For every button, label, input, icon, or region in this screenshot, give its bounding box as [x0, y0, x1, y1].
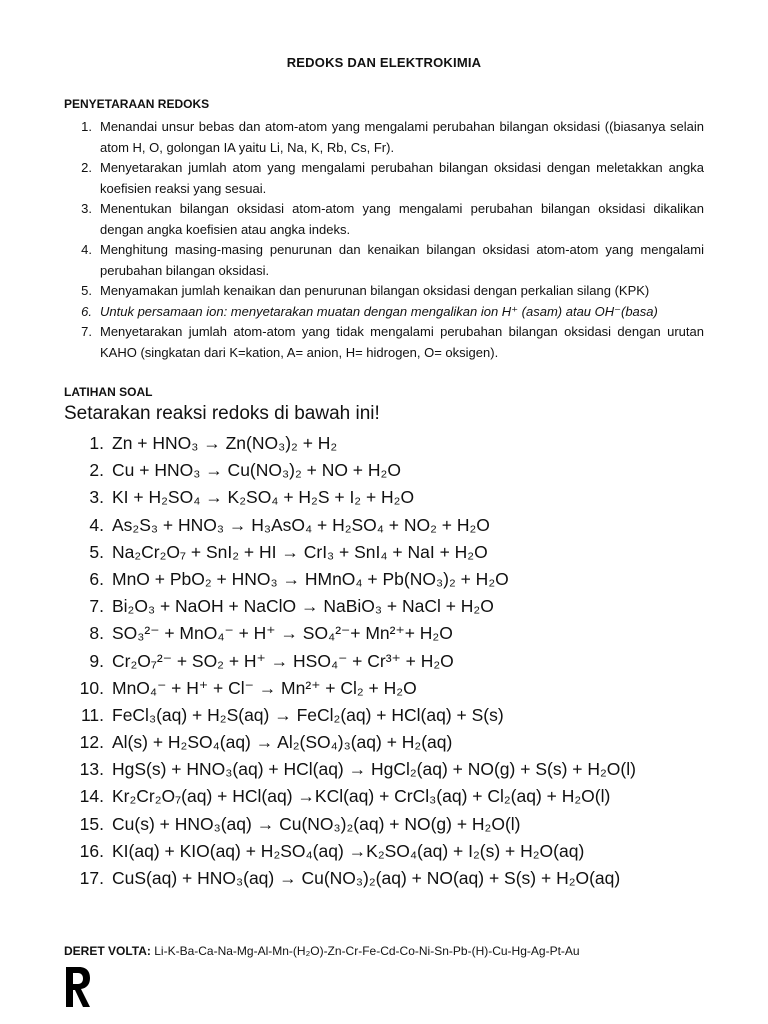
equation: KI(aq) + KIO(aq) + H₂SO₄(aq) →K₂SO₄(aq) + I₂(s) + H₂O(aq) [112, 840, 585, 861]
problem-item: 12. Al(s) + H₂SO₄(aq) → Al₂(SO₄)₃(aq) + H₂(aq) [64, 729, 724, 756]
equation: SO₃²⁻ + MnO₄⁻ + H⁺ → SO₄²⁻+ Mn²⁺+ H₂O [112, 623, 453, 644]
problem-item: 9. Cr₂O₇²⁻ + SO₂ + H⁺ → HSO₄⁻ + Cr³⁺ + H₂O [64, 648, 724, 675]
practice-problems-list [64, 430, 724, 892]
equation: Na₂Cr₂O₇ + SnI₂ + HI → CrI₃ + SnI₄ + NaI + H₂O [112, 541, 488, 562]
problem-item: 5. Na₂Cr₂O₇ + SnI₂ + HI → CrI₃ + SnI₄ + NaI + H₂O [64, 539, 724, 566]
section-title-redox-balancing: PENYETARAAN REDOKS [64, 97, 210, 111]
equation: Cu(s) + HNO₃(aq) → Cu(NO₃)₂(aq) + NO(g) + H₂O(l) [112, 813, 521, 834]
equation: HgS(s) + HNO₃(aq) + HCl(aq) → HgCl₂(aq) + NO(g) + S(s) + H₂O(l) [112, 759, 636, 780]
equation: KI + H₂SO₄ → K₂SO₄ + H₂S + I₂ + H₂O [112, 487, 415, 508]
list-item: 4. Menghitung masing-masing penurunan dan kenaikan bilangan oksidasi atom-atom yang mengalami perubahan bilangan oksidasi. [81, 242, 704, 278]
problem-item: 6. MnO + PbO₂ + HNO₃ → HMnO₄ + Pb(NO₃)₂ + H₂O [64, 566, 724, 593]
problem-item: 10. MnO₄⁻ + H⁺ + Cl⁻ → Mn²⁺ + Cl₂ + H₂O [64, 675, 724, 702]
list-item: 5. Menyamakan jumlah kenaikan dan penurunan bilangan oksidasi dengan perkalian silang (KPK) [81, 283, 650, 298]
problem-item: 13. HgS(s) + HNO₃(aq) + HCl(aq) → HgCl₂(aq) + NO(g) + S(s) + H₂O(l) [64, 756, 724, 783]
instruction-text: Setarakan reaksi redoks di bawah ini! [64, 403, 380, 424]
list-item: 7. Menyetarakan jumlah atom-atom yang tidak mengalami perubahan bilangan oksidasi dengan urutan KAHO (singkatan dari K=kation, A= anion, H= hidrogen, O= oksigen). [81, 324, 704, 360]
volta-label: DERET VOLTA: [64, 944, 151, 958]
problem-item: 2. Cu + HNO₃ → Cu(NO₃)₂ + NO + H₂O [64, 457, 724, 484]
problem-item: 7. Bi₂O₃ + NaOH + NaClO → NaBiO₃ + NaCl + H₂O [64, 593, 724, 620]
problem-item: 11. FeCl₃(aq) + H₂S(aq) → FeCl₂(aq) + HCl(aq) + S(s) [64, 702, 724, 729]
list-item: 3. Menentukan bilangan oksidasi atom-atom yang mengalami perubahan bilangan oksidasi dikalikan dengan angka koefisien atau angka indeks. [81, 201, 704, 237]
equation: Kr₂Cr₂O₇(aq) + HCl(aq) →KCl(aq) + CrCl₃(aq) + Cl₂(aq) + H₂O(l) [112, 786, 611, 807]
equation: MnO₄⁻ + H⁺ + Cl⁻ → Mn²⁺ + Cl₂ + H₂O [112, 677, 417, 698]
list-item: 2. Menyetarakan jumlah atom yang mengalami perubahan bilangan oksidasi dengan meletakkan angka koefisien reaksi yang sesuai. [81, 160, 704, 196]
document-title: REDOKS DAN ELEKTROKIMIA [286, 55, 482, 70]
volta-series-text: Li-K-Ba-Ca-Na-Mg-Al-Mn-(H₂O)-Zn-Cr-Fe-Cd-Co-Ni-Sn-Pb-(H)-Cu-Hg-Ag-Pt-Au [154, 944, 580, 958]
equation: Bi₂O₃ + NaOH + NaClO → NaBiO₃ + NaCl + H₂O [112, 596, 494, 617]
list-item: 6. Untuk persamaan ion: menyetarakan muatan dengan mengalikan ion H⁺ (asam) atau OH⁻(basa) [81, 303, 658, 319]
equation: MnO + PbO₂ + HNO₃ → HMnO₄ + Pb(NO₃)₂ + H₂O [112, 568, 509, 589]
equation: Al(s) + H₂SO₄(aq) → Al₂(SO₄)₃(aq) + H₂(aq) [112, 732, 453, 753]
equation: CuS(aq) + HNO₃(aq) → Cu(NO₃)₂(aq) + NO(aq) + S(s) + H₂O(aq) [112, 868, 621, 888]
problem-item: 3. KI + H₂SO₄ → K₂SO₄ + H₂S + I₂ + H₂O [64, 484, 724, 511]
problem-item: 14. Kr₂Cr₂O₇(aq) + HCl(aq) →KCl(aq) + CrCl₃(aq) + Cl₂(aq) + H₂O(l) [64, 783, 724, 810]
equation: Zn + HNO₃ → Zn(NO₃)₂ + H₂ [112, 433, 338, 453]
problem-item: 15. Cu(s) + HNO₃(aq) → Cu(NO₃)₂(aq) + NO(g) + H₂O(l) [64, 811, 724, 838]
balancing-steps-list [64, 117, 704, 363]
problem-item: 16. KI(aq) + KIO(aq) + H₂SO₄(aq) →K₂SO₄(aq) + I₂(s) + H₂O(aq) [64, 838, 724, 865]
r-logo-icon [62, 965, 92, 1009]
list-item: 1. Menandai unsur bebas dan atom-atom yang mengalami perubahan bilangan oksidasi ((biasanya selain atom H, O, golongan IA yaitu Li, Na, K, Rb, Cs, Fr). [81, 119, 704, 155]
problem-item: 17. CuS(aq) + HNO₃(aq) → Cu(NO₃)₂(aq) + NO(aq) + S(s) + H₂O(aq) [64, 865, 724, 892]
equation: Cu + HNO₃ → Cu(NO₃)₂ + NO + H₂O [112, 460, 401, 481]
volta-series [64, 944, 580, 958]
equation: FeCl₃(aq) + H₂S(aq) → FeCl₂(aq) + HCl(aq) + S(s) [112, 704, 504, 725]
equation: As₂S₃ + HNO₃ → H₃AsO₄ + H₂SO₄ + NO₂ + H₂O [112, 514, 490, 535]
section-title-practice: LATIHAN SOAL [64, 385, 153, 399]
equation: Cr₂O₇²⁻ + SO₂ + H⁺ → HSO₄⁻ + Cr³⁺ + H₂O [112, 650, 454, 671]
problem-item: 4. As₂S₃ + HNO₃ → H₃AsO₄ + H₂SO₄ + NO₂ + H₂O [64, 512, 724, 539]
problem-item: 8. SO₃²⁻ + MnO₄⁻ + H⁺ → SO₄²⁻+ Mn²⁺+ H₂O [64, 620, 724, 647]
problem-item: 1. Zn + HNO₃ → Zn(NO₃)₂ + H₂ [64, 430, 724, 457]
